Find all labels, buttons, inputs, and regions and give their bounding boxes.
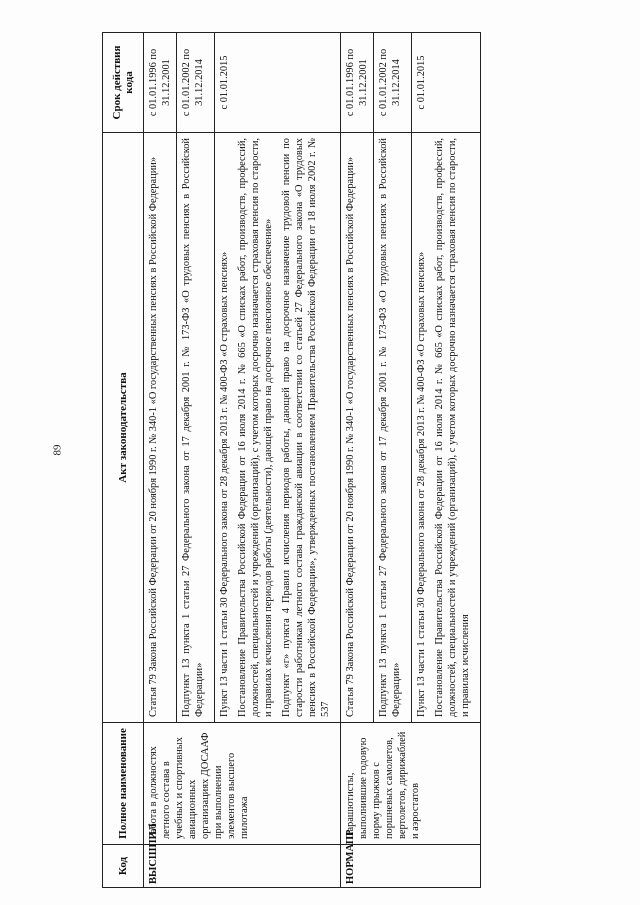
name-cell: Работа в должностях летного состава в учебных и спортивных авиационных организациях ДОСААФ при выполнении элементов высшего пилотажа: [144, 723, 341, 845]
header-act: Акт законодательства: [103, 133, 144, 723]
act-cell: [412, 133, 481, 723]
act-cell: [341, 133, 374, 723]
act-paragraph: Подпункт 13 пункта 1 статьи 27 Федерального закона от 17 декабря 2001 г. № 173-ФЗ «О трудовых пенсиях в Российской Федерации»: [181, 138, 205, 717]
legislation-table: [102, 32, 481, 888]
act-cell: [374, 133, 412, 723]
act-cell: [144, 133, 177, 723]
act-paragraph: Статья 79 Закона Российской Федерации от 20 ноября 1990 г. № 340-1 «О государственных пенсиях в Российской Федерации»: [148, 156, 159, 717]
rotated-sheet: [102, 33, 595, 888]
table-body: [144, 33, 481, 888]
code-cell: НОРМАПР: [341, 845, 481, 888]
act-paragraph: Постановление Правительства Российской Федерации от 16 июля 2014 г. № 665 «О списках работ, производств, профессий, должностей, специальностей и учреждений (организаций), с учетом которых досрочно назначается страховая пенсия по старости, и правилах исчисления: [434, 138, 471, 717]
table-row: [341, 33, 374, 888]
period-cell: с 01.01.2015: [215, 33, 341, 133]
header-name: Полное наименование: [103, 723, 144, 845]
act-paragraph: Подпункт «г» пункта 4 Правил исчисления периодов работы, дающей право на досрочное назначение трудовой пенсии по старости работникам летного состава гражданской авиации в соответствии со статьей 27 Федерального закона «О трудовых пенсиях в Российской Федерации», утвержденных постановлением Правительства Российской Федерации от 18 июля 2002 г. № 537: [281, 138, 331, 717]
act-paragraph: Пункт 13 части 1 статьи 30 Федерального закона от 28 декабря 2013 г. № 400-ФЗ «О страховых пенсиях»: [219, 251, 230, 717]
act-paragraph: Статья 79 Закона Российской Федерации от 20 ноября 1990 г. № 340-1 «О государственных пенсиях в Российской Федерации»: [345, 156, 356, 717]
name-cell: Парашютисты, выполнившие годовую норму прыжков с поршневых самолетов, вертолетов, дирижаблей и аэростатов: [341, 723, 481, 845]
period-cell: с 01.01.1996 по 31.12.2001: [341, 33, 374, 133]
period-cell: с 01.01.2002 по 31.12.2014: [374, 33, 412, 133]
code-cell: ВЫСШПИЛ: [144, 845, 341, 888]
page-number: 89: [51, 444, 64, 456]
act-cell: [177, 133, 215, 723]
act-cell: [215, 133, 341, 723]
act-paragraph: Подпункт 13 пункта 1 статьи 27 Федерального закона от 17 декабря 2001 г. № 173-ФЗ «О трудовых пенсиях в Российской Федерации»: [378, 138, 402, 717]
act-paragraph: Пункт 13 части 1 статьи 30 Федерального закона от 28 декабря 2013 г. № 400-ФЗ «О страховых пенсиях»: [416, 251, 427, 717]
header-period: Срок действия кода: [103, 33, 144, 133]
period-cell: с 01.01.1996 по 31.12.2001: [144, 33, 177, 133]
act-paragraph: Постановление Правительства Российской Федерации от 16 июля 2014 г. № 665 «О списках работ, производств, профессий, должностей, специальностей и учреждений (организаций), с учетом которых досрочно назначается страховая пенсия по старости, и правилах исчисления периодов работы (деятельности), дающей право на досрочное пенсионное обеспечение»: [237, 138, 274, 717]
period-cell: с 01.01.2015: [412, 33, 481, 133]
header-code: Код: [103, 845, 144, 888]
period-cell: с 01.01.2002 по 31.12.2014: [177, 33, 215, 133]
table-row: [144, 33, 177, 888]
table-header-row: [103, 33, 144, 888]
